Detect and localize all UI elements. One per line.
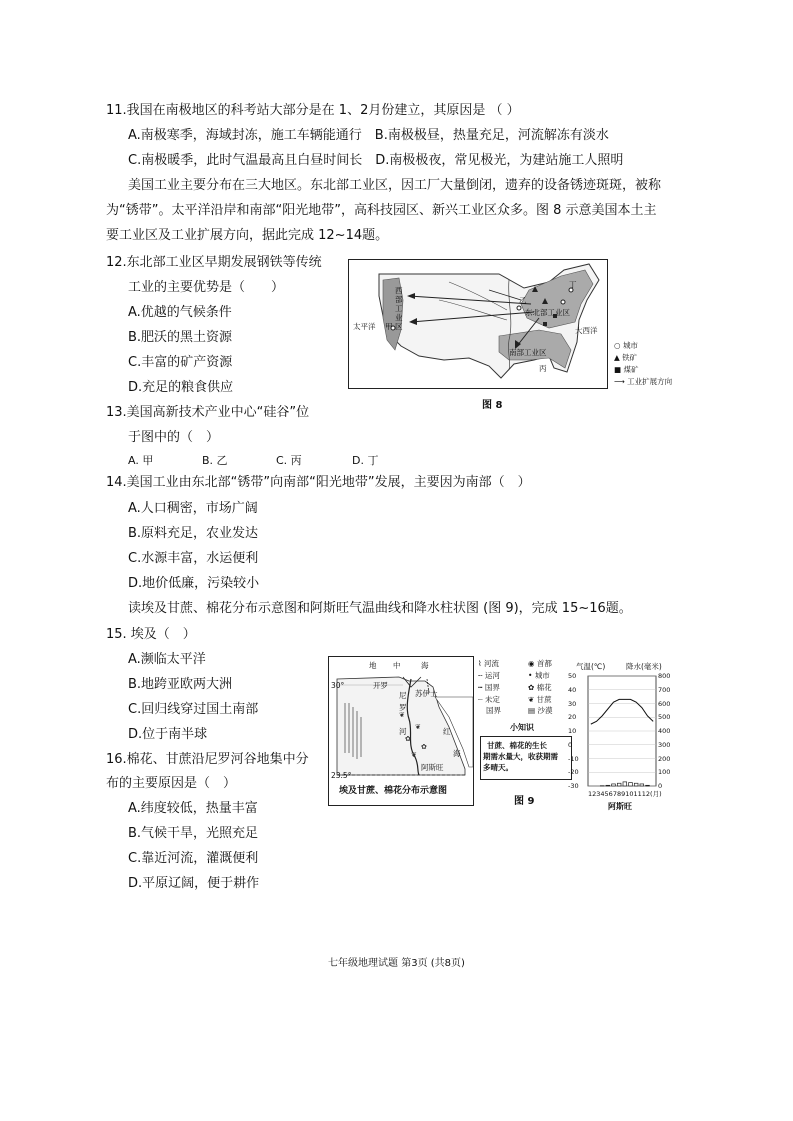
svg-text:✿: ✿ <box>421 743 427 751</box>
q13-option-b: B. 乙 <box>202 454 228 467</box>
legend-cotton-label: 棉花 <box>536 683 552 692</box>
map-label-aswan: 阿斯旺 <box>421 763 444 772</box>
map-label-hai2: 海 <box>453 749 461 758</box>
q16-option-b: B.气候干旱，光照充足 <box>128 826 259 841</box>
q14-option-d: D.地价低廉，污染较小 <box>128 576 260 591</box>
temp-tick-label: 20 <box>568 713 577 722</box>
map-label-zhong: 中 <box>393 661 401 670</box>
legend-city-label: 城市 <box>622 341 638 350</box>
legend-undefined-border-2-label: 国界 <box>486 706 501 715</box>
label-yi: 乙 <box>519 296 527 305</box>
legend-undefined-border: ┈ 未定 <box>478 695 500 704</box>
legend-capital-label: 首都 <box>536 659 552 668</box>
label-northeast-zone: 东北部工业区 <box>525 308 570 317</box>
map-label-he: 河 <box>399 727 407 736</box>
q13-option-d: D. 丁 <box>352 454 379 467</box>
legend-desert-label: 沙漠 <box>537 706 553 715</box>
tip-text-3: 多晴天。 <box>483 763 513 772</box>
legend-undefined-border-label: 未定 <box>484 695 500 704</box>
legend-coal: ■ 煤矿 <box>614 365 639 374</box>
q11-options-line2: C.南极暖季，此时气温最高且白昼时间长 D.南极极夜，常见极光，为建站施工人照明 <box>128 153 624 168</box>
q12-option-a: A.优越的气候条件 <box>128 305 232 320</box>
label-bing: 丙 <box>539 364 547 373</box>
label-atlantic: 大西洋 <box>575 326 598 335</box>
label-jia: 甲 <box>385 322 393 331</box>
q12-stem1: 12.东北部工业区早期发展钢铁等传统 <box>106 255 322 270</box>
precip-bar <box>617 783 621 786</box>
precip-bar <box>634 783 638 786</box>
q12-option-c: C.丰富的矿产资源 <box>128 355 233 370</box>
temp-tick-label: -30 <box>568 782 579 790</box>
q12-option-d: D.充足的粮食供应 <box>128 380 234 395</box>
temp-line <box>591 699 653 724</box>
precip-tick-label: 200 <box>658 754 671 763</box>
q11-stem: 11.我国在南极地区的科考站大部分是在 1、2月份建立，其原因是 （ ） <box>106 103 520 118</box>
legend-city2: • 城市 <box>528 671 550 680</box>
temp-tick-label: 50 <box>568 672 577 680</box>
egypt-map-title: 埃及甘蔗、棉花分布示意图 <box>339 786 448 796</box>
legend-iron: ▲ 铁矿 <box>614 353 638 362</box>
q15-option-c: C.回归线穿过国土南部 <box>128 702 259 717</box>
q15-option-a: A.濒临太平洋 <box>128 652 206 667</box>
page-footer: 七年级地理试题 第3页 (共8页) <box>328 958 465 969</box>
legend-coal-label: 煤矿 <box>623 365 639 374</box>
label-pacific: 太平洋 <box>353 322 376 331</box>
legend-border: ┅ 国界 <box>478 683 500 692</box>
precip-bar <box>640 784 644 786</box>
legend-border-label: 国界 <box>484 683 500 692</box>
climate-temp-label: 气温(℃) <box>576 662 606 671</box>
legend-expand: ⟶ 工业扩展方向 <box>614 377 673 386</box>
intro2: 读埃及甘蔗、棉花分布示意图和阿斯旺气温曲线和降水柱状图 (图 9)，完成 15~16题。 <box>128 601 632 616</box>
figure8-map <box>348 259 608 389</box>
precip-tick-label: 600 <box>658 699 671 708</box>
temp-tick-label: 0 <box>568 740 573 749</box>
precip-bar <box>629 783 633 786</box>
precip-bar <box>646 785 650 786</box>
precip-tick-label: 500 <box>658 713 671 722</box>
map-label-lat23: 23.5° <box>331 771 352 780</box>
q12-stem2: 工业的主要优势是（ ） <box>128 280 285 295</box>
tip-text-1: 甘蔗、棉花的生长 <box>487 741 547 750</box>
q13-stem1: 13.美国高新技术产业中心“硅谷”位 <box>106 405 310 420</box>
precip-tick-label: 700 <box>658 685 671 694</box>
svg-text:✿: ✿ <box>405 735 411 743</box>
legend-capital: ◉ 首都 <box>528 659 552 668</box>
precip-bar <box>606 785 610 786</box>
map-label-lat30: 30° <box>331 681 345 690</box>
tip-box <box>480 736 572 780</box>
tip-text-2: 期需水量大，收获期需 <box>483 752 558 761</box>
precip-tick-label: 0 <box>658 782 663 790</box>
legend-canal: ╌ 运河 <box>478 671 500 680</box>
label-west-zone: 西部工业区 <box>395 286 403 331</box>
q14-option-b: B.原料充足，农业发达 <box>128 526 259 541</box>
q16-option-a: A.纬度较低，热量丰富 <box>128 801 258 816</box>
precip-tick-label: 300 <box>658 740 671 749</box>
q15-option-b: B.地跨亚欧两大洲 <box>128 677 233 692</box>
legend-desert: ▤ 沙漠 <box>528 706 553 715</box>
temp-tick-label: 30 <box>568 699 577 708</box>
tip-title: 小知识 <box>510 723 534 732</box>
temp-tick-label: -20 <box>568 768 579 777</box>
temp-tick-label: -10 <box>568 754 579 763</box>
precip-tick-label: 400 <box>658 727 671 735</box>
map-label-hai: 海 <box>421 661 429 670</box>
legend-expand-label: 工业扩展方向 <box>627 377 673 386</box>
q16-option-c: C.靠近河流，灌溉便利 <box>128 851 259 866</box>
q16-stem1: 16.棉花、甘蔗沿尼罗河谷地集中分 <box>106 752 309 767</box>
q13-option-a: A. 甲 <box>128 454 154 467</box>
map-label-hong: 红 <box>443 727 451 736</box>
climate-station-name: 阿斯旺 <box>608 802 632 811</box>
svg-text:❦: ❦ <box>399 711 405 719</box>
northeast-industrial-zone <box>521 270 593 328</box>
svg-text:❦: ❦ <box>415 723 421 731</box>
q14-option-c: C.水源丰富，水运便利 <box>128 551 259 566</box>
q12-option-b: B.肥沃的黑土资源 <box>128 330 233 345</box>
climate-month-labels: 123456789101112(月) <box>588 790 662 798</box>
q13-stem2: 于图中的（ ） <box>128 430 220 445</box>
legend-river: ⌇ 河流 <box>478 659 500 668</box>
legend-iron-label: 铁矿 <box>622 353 638 362</box>
legend-canal-label: 运河 <box>484 671 500 680</box>
precip-tick-label: 800 <box>658 672 671 680</box>
aswan-climate-chart <box>568 662 678 814</box>
legend-city: ○ 城市 <box>614 341 638 350</box>
map-label-cairo: 开罗 <box>373 681 388 690</box>
legend-cotton: ✿ 棉花 <box>528 683 552 692</box>
map-label-ni: 尼 <box>399 691 407 700</box>
label-ding: 丁 <box>569 280 577 289</box>
intro1-line3: 要工业区及工业扩展方向，据此完成 12~14题。 <box>106 228 389 243</box>
q14-option-a: A.人口稠密，市场广阔 <box>128 501 258 516</box>
legend-river-label: 河流 <box>484 659 500 668</box>
temp-tick-label: 10 <box>568 727 577 735</box>
q16-option-d: D.平原辽阔，便于耕作 <box>128 876 260 891</box>
figure8-caption: 图 8 <box>482 400 503 411</box>
temp-tick-label: 40 <box>568 685 577 694</box>
q16-stem2: 布的主要原因是（ ） <box>106 776 237 791</box>
precip-bar <box>623 782 627 786</box>
figure9-caption: 图 9 <box>514 796 535 807</box>
legend-undefined-border-2 <box>486 705 501 716</box>
map-label-suez: 苏伊士 <box>415 689 438 698</box>
q15-stem: 15. 埃及（ ） <box>106 627 196 642</box>
map-label-di: 地 <box>369 661 377 670</box>
intro1-line1: 美国工业主要分布在三大地区。东北部工业区，因工厂大量倒闭，遗弃的设备锈迹斑斑，被称 <box>128 178 662 193</box>
legend-city2-label: 城市 <box>534 671 550 680</box>
intro1-line2: 为“锈带”。太平洋沿岸和南部“阳光地带”，高科技园区、新兴工业区众多。图 8 示意美国本土主 <box>106 203 657 218</box>
precip-tick-label: 100 <box>658 768 671 777</box>
q15-option-d: D.位于南半球 <box>128 727 208 742</box>
q13-option-c: C. 丙 <box>276 454 302 467</box>
legend-sugarcane: ❦ 甘蔗 <box>528 695 552 704</box>
climate-precip-label: 降水(毫米) <box>626 662 662 671</box>
q11-options-line1: A.南极寒季，海域封冻，施工车辆能通行 B.南极极昼，热量充足，河流解冻有淡水 <box>128 128 609 143</box>
legend-sugarcane-label: 甘蔗 <box>536 695 552 704</box>
precip-bar <box>612 784 616 786</box>
label-south-zone: 南部工业区 <box>509 348 547 357</box>
svg-text:❦: ❦ <box>411 751 417 759</box>
map-label-luo: 罗 <box>399 703 407 712</box>
figure9-egypt-map <box>328 656 474 806</box>
q14-stem: 14.美国工业由东北部“锈带”向南部“阳光地带”发展，主要因为南部（ ） <box>106 475 531 490</box>
